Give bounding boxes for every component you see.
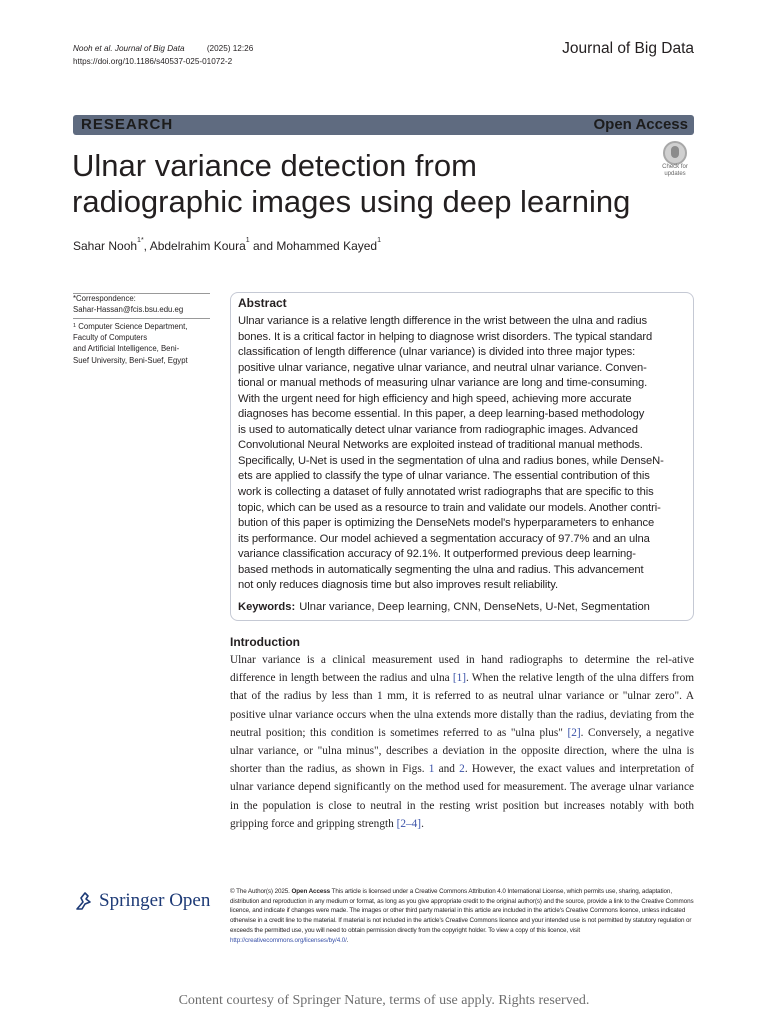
introduction-heading: Introduction [230,635,300,649]
badge-line-1: Check for [662,164,688,170]
citation-link[interactable]: [1] [452,672,467,685]
badge-line-2: updates [664,171,686,177]
springer-open-logo [73,888,223,916]
courtesy-footer: Content courtesy of Springer Nature, terms of use apply. Rights reserved. [178,993,590,1008]
publisher-open: Open [169,890,211,911]
affiliation-line: Faculty of Computers [73,333,148,343]
abstract-line: diagnoses has become essential. In this paper, a deep learning-based methodology [238,408,645,421]
correspondence-email[interactable]: Sahar-Hassan@fcis.bsu.edu.eg [73,305,184,315]
abstract-line: not only reduces diagnosis time but also improves result reliability. [238,579,558,592]
keywords-label: Keywords: [238,601,296,613]
keywords-list: Ulnar variance, Deep learning, CNN, DenseNets, U-Net, Segmentation [299,601,650,613]
affiliation [73,321,210,366]
abstract-line: its performance. Our model achieved a segmentation accuracy of 97.7% and an ulna [238,532,650,545]
license-body: This article is licensed under a Creative Commons Attribution 4.0 International License, which permits use, sharing, adaptation, distribution and reproduction in any medium or format, as long as you give appropriate credit to the original author(s) and the source, provide a link to the Creative Commons licence, and indicate if changes were made. The images or other third party material in this article are included in the article's Creative Commons licence, unless indicated otherwise in a credit line to the material. If material is not included in the article's Creative Commons licence and your intended use is not permitted by statutory regulation or exceeds the permitted use, you will need to obtain permission directly from the copyright holder. To view a copy of this licence, visit [230,888,694,934]
intro-text: . Conversely, a negative ulnar variance, or "ulna minus", describes a deviation in the opposite direction, where the ulna is shorter than the radius, as shown in Figs. [230,726,695,776]
affiliation-line: Suef University, Beni-Suef, Egypt [73,355,188,365]
abstract-line: variance classification accuracy of 92.1%. It outperformed previous deep learning- [238,548,636,561]
check-updates-icon [663,141,687,165]
citation-link[interactable]: [2] [567,726,581,739]
research-label: RESEARCH [81,116,174,133]
license-link[interactable]: http://creativecommons.org/licenses/by/4.0/ [230,936,347,944]
affiliation-line: and Artificial Intelligence, Beni- [73,344,180,354]
publisher-name [99,890,210,912]
intro-text: . However, the exact values and interpretation of ulnar variance depend significantly on the method used for measurement. The average ulnar variance in the population is close to neutral in the resting wrist position but increases notably with both gripping force and gripping strength [230,763,694,830]
abstract-line: work is collecting a dataset of fully annotated wrist radiographs that are specific to this [238,486,654,499]
abstract-line: topic, which can be used as a resource to train and validate our models. Another contri- [238,501,661,514]
check-for-updates-badge[interactable] [656,141,694,179]
journal-name: Journal of Big Data [562,40,694,57]
check-updates-text [656,164,694,178]
intro-text: . [421,817,424,830]
intro-text: and [434,763,460,776]
author-sup: 1* [137,237,144,244]
license-text [230,887,694,945]
abstract-line: is used to automatically detect ulnar variance from radiographic images. Advanced [238,423,638,436]
abstract-line: Specifically, U-Net is used in the segmentation of ulna and radius bones, while DenseN- [238,454,664,467]
intro-text: Ulnar variance is a clinical measurement used in hand radiographs to determine the rel-ative difference in length between the radius and ulna [230,654,694,685]
doi-link[interactable]: https://doi.org/10.1186/s40537-025-01072-2 [73,57,233,66]
abstract-line: bones. It is a critical factor in helping to diagnose wrist disorders. The typical standard [238,330,653,343]
abstract-line: based methods in automatically segmenting the ulna and radius. This advancement [238,563,644,576]
figure-link[interactable]: 1 [428,763,435,776]
publisher-springer: Springer [99,890,165,911]
affiliation-line: Computer Science Department, [78,322,188,331]
author-name[interactable]: Mohammed Kayed [276,239,378,253]
abstract-line: Ulnar variance is a relative length difference in the wrist between the ulna and radius [238,315,648,327]
introduction-paragraph [230,651,694,833]
author-list: Sahar Nooh$^{1*}$, Abdelrahim Koura$^1$ and Mohammed Kayed$^1$ [73,237,381,253]
abstract-body [238,314,686,594]
abstract-line: tional or manual methods of measuring ulnar variance are long and time-consuming. [238,377,648,390]
citation-line [73,42,253,55]
abstract-line: classification of length difference (ulnar variance) is divided into three major types: [238,346,636,359]
license-end: . [346,936,349,944]
keywords [238,601,650,613]
author-name[interactable]: Sahar Nooh [73,239,138,253]
citation-link[interactable]: [2–4] [396,817,422,830]
copyright: © The Author(s) 2025. [230,888,290,895]
abstract-line: Convolutional Neural Networks are exploited instead of traditional manual methods. [238,439,643,452]
intro-text: . When the relative length of the ulna differs from that of the radius by less than 1 mm, it is referred to as neutral ulnar variance or "ulnar zero". A positive ulnar variance occurs when the ulna extends more distally than the radius, deviating from the neutral position; this condition is sometimes referred to as "ulna plus" [230,672,695,739]
author-name[interactable]: Abdelrahim Koura [149,239,246,253]
author-conjunction: and [253,239,274,253]
abstract-line: ets are applied to classify the type of ulnar variance. The essential contribution of this [238,470,650,483]
open-access-bold: Open Access [291,888,331,895]
abstract-line: bution of this paper is optimizing the DenseNets model's hyperparameters to enhance [238,517,655,530]
citation-year: (2025) 12:26 [206,44,254,53]
correspondence-label: *Correspondence: [73,294,136,303]
sidebar-divider [73,318,210,319]
citation-header [73,42,253,68]
article-title: Ulnar variance detection from radiographic images using deep learning [72,148,631,219]
abstract-heading: Abstract [238,296,287,310]
affiliation-sup: 1 [73,323,77,329]
figure-link[interactable]: 2 [459,763,465,776]
abstract-line: positive ulnar variance, negative ulnar variance, and neutral ulnar variance. Conven- [238,361,647,374]
open-access-label: Open Access [593,116,688,133]
author-sup: 1 [245,237,250,244]
correspondence [73,293,210,315]
article-type-banner [73,115,694,135]
citation-authors: Nooh et al. [73,44,113,53]
abstract-line: With the urgent need for high efficiency and high speed, achieving more accurate [238,392,632,405]
citation-journal: Journal of Big Data [114,44,185,53]
author-sup: 1 [377,237,381,244]
springer-horse-icon [73,890,95,912]
